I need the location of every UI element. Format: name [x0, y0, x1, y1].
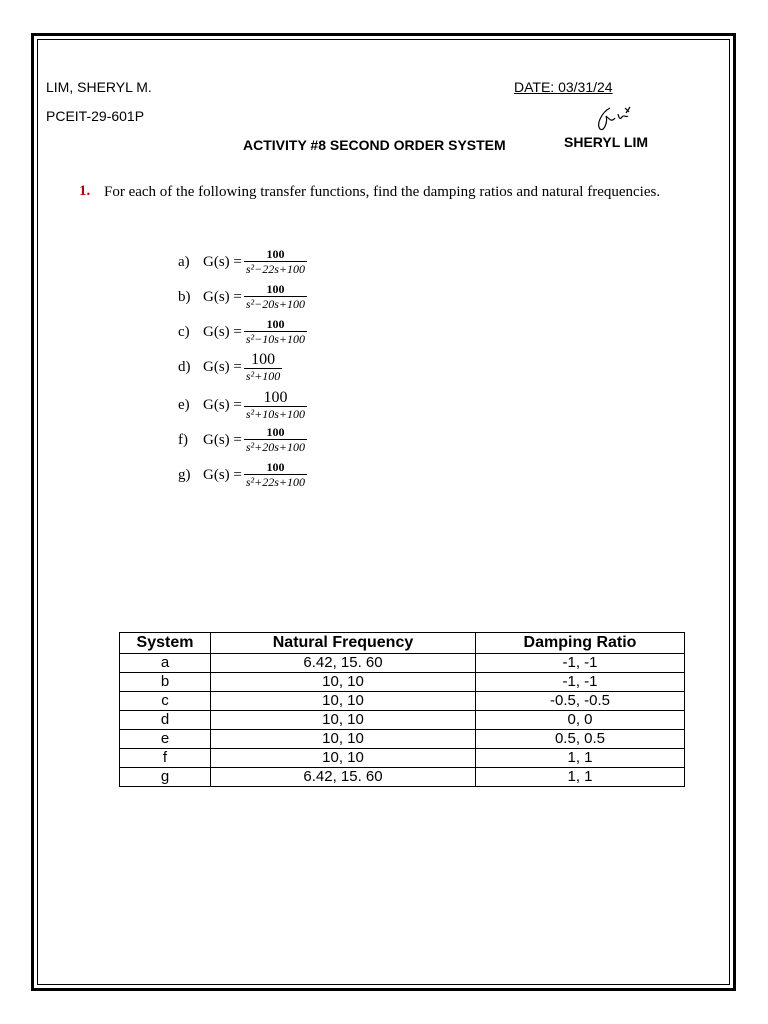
- equation-row: [178, 423, 307, 457]
- table-header-row: [120, 633, 685, 654]
- fraction-denominator: s²+10s+100: [245, 406, 306, 421]
- equation-lhs: G(s) =: [203, 396, 242, 413]
- cell-system: f: [120, 749, 211, 768]
- cell-natural-frequency: 10, 10: [211, 673, 476, 692]
- equation-row: [178, 280, 307, 314]
- equation-lhs: G(s) =: [203, 431, 242, 448]
- student-name: LIM, SHERYL M.: [46, 79, 152, 95]
- equation-label: f): [178, 431, 188, 448]
- results-table: [119, 632, 685, 787]
- cell-damping-ratio: 0, 0: [476, 711, 685, 730]
- table-row: [120, 768, 685, 787]
- table-row: [120, 654, 685, 673]
- cell-system: c: [120, 692, 211, 711]
- table-row: [120, 673, 685, 692]
- cell-natural-frequency: 10, 10: [211, 692, 476, 711]
- page-border-inner: [37, 39, 730, 985]
- cell-system: e: [120, 730, 211, 749]
- equation-label: d): [178, 358, 191, 375]
- cell-system: d: [120, 711, 211, 730]
- fraction: [244, 390, 307, 421]
- cell-damping-ratio: -0.5, -0.5: [476, 692, 685, 711]
- fraction-numerator: 100: [266, 282, 285, 296]
- question-number: 1.: [79, 183, 91, 199]
- equation-row: [178, 350, 282, 384]
- section-code: PCEIT-29-601P: [46, 108, 145, 124]
- fraction: [244, 318, 307, 346]
- fraction-numerator: 100: [266, 247, 285, 261]
- cell-natural-frequency: 6.42, 15. 60: [211, 654, 476, 673]
- cell-natural-frequency: 6.42, 15. 60: [211, 768, 476, 787]
- signature-name: SHERYL LIM: [564, 134, 649, 150]
- fraction-numerator: 100: [266, 425, 285, 439]
- fraction-numerator: 100: [263, 388, 288, 406]
- fraction-denominator: s²−22s+100: [245, 262, 306, 276]
- equation-row: [178, 245, 307, 279]
- fraction: [244, 283, 307, 311]
- fraction-numerator: 100: [266, 317, 285, 331]
- equation-label: g): [178, 466, 191, 483]
- equation-lhs: G(s) =: [203, 323, 242, 340]
- cell-damping-ratio: 0.5, 0.5: [476, 730, 685, 749]
- fraction-numerator: 100: [266, 460, 285, 474]
- equation-row: [178, 315, 307, 349]
- equation-label: a): [178, 253, 190, 270]
- equation-lhs: G(s) =: [203, 288, 242, 305]
- cell-system: b: [120, 673, 211, 692]
- fraction: [244, 461, 307, 489]
- date-label: DATE: 03/31/24: [514, 79, 613, 95]
- fraction: [244, 352, 282, 383]
- table-row: [120, 711, 685, 730]
- cell-natural-frequency: 10, 10: [211, 730, 476, 749]
- signature-scribble-icon: [588, 104, 638, 134]
- equation-label: b): [178, 288, 191, 305]
- column-header-natural-frequency: Natural Frequency: [211, 633, 476, 654]
- fraction-denominator: s²+20s+100: [245, 440, 306, 454]
- equation-lhs: G(s) =: [203, 358, 242, 375]
- equation-row: [178, 458, 307, 492]
- column-header-damping-ratio: Damping Ratio: [476, 633, 685, 654]
- column-header-system: System: [120, 633, 211, 654]
- cell-natural-frequency: 10, 10: [211, 749, 476, 768]
- activity-title: ACTIVITY #8 SECOND ORDER SYSTEM: [243, 137, 506, 153]
- cell-damping-ratio: -1, -1: [476, 673, 685, 692]
- question-text: For each of the following transfer functions, find the damping ratios and natural frequencies.: [104, 184, 661, 200]
- equation-lhs: G(s) =: [203, 253, 242, 270]
- fraction-denominator: s²+100: [245, 368, 281, 383]
- cell-natural-frequency: 10, 10: [211, 711, 476, 730]
- cell-damping-ratio: 1, 1: [476, 768, 685, 787]
- fraction-denominator: s²+22s+100: [245, 475, 306, 489]
- cell-system: a: [120, 654, 211, 673]
- cell-damping-ratio: -1, -1: [476, 654, 685, 673]
- fraction-denominator: s²−10s+100: [245, 332, 306, 346]
- equation-row: [178, 388, 307, 422]
- cell-system: g: [120, 768, 211, 787]
- table-row: [120, 692, 685, 711]
- fraction: [244, 248, 307, 276]
- equation-lhs: G(s) =: [203, 466, 242, 483]
- fraction-denominator: s²−20s+100: [245, 297, 306, 311]
- equation-label: c): [178, 323, 190, 340]
- fraction-numerator: 100: [251, 350, 276, 368]
- cell-damping-ratio: 1, 1: [476, 749, 685, 768]
- equation-label: e): [178, 396, 190, 413]
- table-row: [120, 749, 685, 768]
- table-row: [120, 730, 685, 749]
- fraction: [244, 426, 307, 454]
